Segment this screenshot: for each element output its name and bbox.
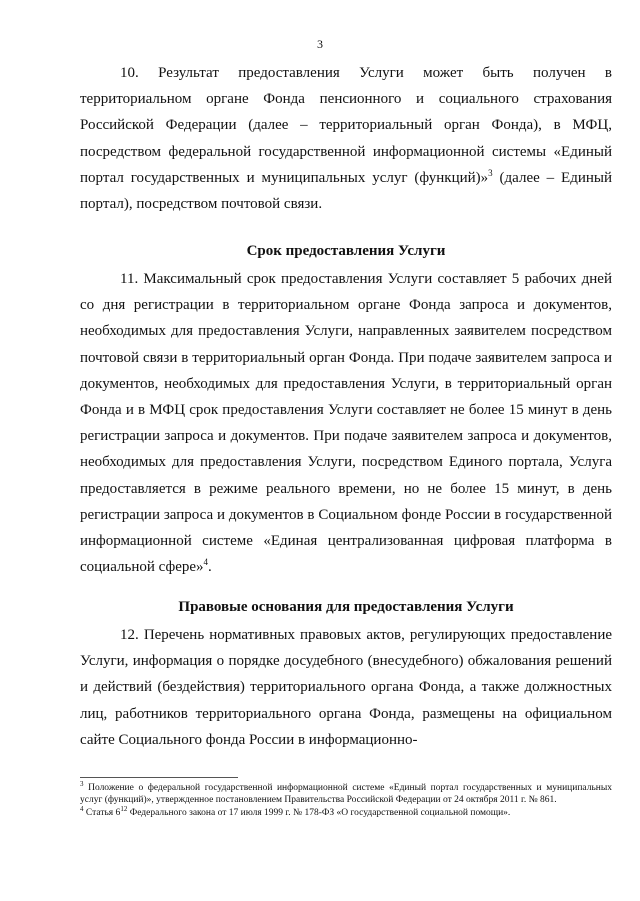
footnote-3-mark: 3 <box>80 779 84 788</box>
footnote-divider <box>80 777 238 778</box>
footnote-4-tail: Федерального закона от 17 июля 1999 г. № 178-ФЗ «О государственной социальной помощи». <box>127 808 511 818</box>
footnote-4 <box>80 804 612 820</box>
footnote-4-text: Статья 6 <box>83 808 121 818</box>
heading-term-block <box>80 238 612 264</box>
footnote-3-text: Положение о федеральной государственной информационной системе «Единый портал государственных и муниципальных услуг (функций)», утвержденное постановлением Правительства Российской Федерации от 24 октября 2011 г. № 861. <box>80 783 612 805</box>
section-10 <box>80 60 612 217</box>
paragraph-10-text: 10. Результат предоставления Услуги может быть получен в территориальном органе Фонда пенсионного и социального страхования Российской Федерации (далее – территориальный орган Фонда), в МФЦ, посредством федеральной государственной информационной системы «Единый портал государственных и муниципальных услуг (функций)» <box>80 65 612 186</box>
heading-legal: Правовые основания для предоставления Услуги <box>178 599 514 615</box>
footnotes <box>80 779 612 822</box>
paragraph-11 <box>80 266 612 580</box>
paragraph-11-text: 11. Максимальный срок предоставления Услуги составляет 5 рабочих дней со дня регистрации в территориальном органе Фонда запроса и документов, необходимых для предоставления Услуги, направленных заявителем посредством почтовой связи в территориальный орган Фонда. При подаче заявителем запроса и документов, необходимых для предоставления Услуги, в территориальный орган Фонда и в МФЦ срок предоставления Услуги составляет не более 15 минут в день регистрации запроса и документов. При подаче заявителем запроса и документов, необходимых для предоставления Услуги, посредством Единого портала, Услуга предоставляется в режиме реального времени, но не более 15 минут, в день регистрации запроса и документов в Социальном фонде России в государственной информационной системе «Единая централизованная цифровая платформа в социальной сфере» <box>80 271 612 576</box>
footnote-3 <box>80 779 612 806</box>
paragraph-10-tail: (далее – Единый портал), посредством почтовой связи. <box>80 169 612 213</box>
heading-term: Срок предоставления Услуги <box>246 243 446 259</box>
footnote-ref-3: 3 <box>488 167 493 178</box>
section-12 <box>80 622 612 753</box>
paragraph-12: 12. Перечень нормативных правовых актов, регулирующих предоставление Услуги, информация о порядке досудебного (внесудебного) обжалования решений и действий (бездействия) территориального органа Фонда, а также должностных лиц, работников территориального органа Фонда, размещены на официальном сайте Социального фонда России в информационно- <box>80 627 612 748</box>
heading-legal-block <box>80 594 612 620</box>
footnote-ref-4: 4 <box>203 557 209 568</box>
page-number: 3 <box>317 37 323 51</box>
paragraph-11-tail: . <box>208 559 212 576</box>
footnote-4-superscript: 12 <box>120 804 128 813</box>
paragraph-10 <box>80 60 612 217</box>
section-11 <box>80 266 612 580</box>
footnote-4-mark: 4 <box>80 804 84 813</box>
